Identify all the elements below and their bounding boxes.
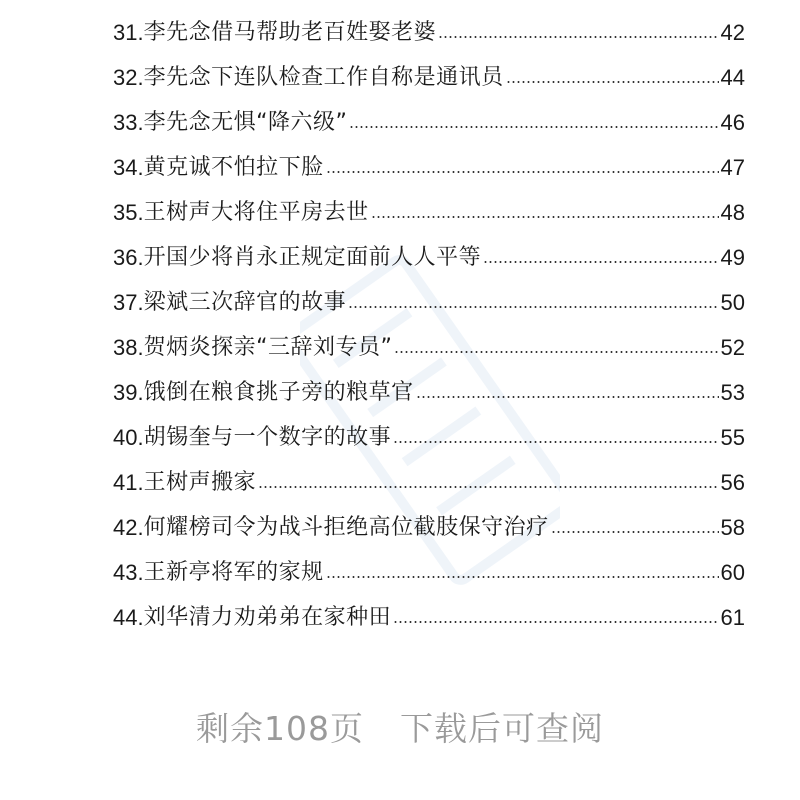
toc-entry-page: 61 <box>720 605 745 630</box>
dot-leader <box>393 441 718 443</box>
toc-entry-number: 39. <box>113 380 144 405</box>
toc-entry[interactable] <box>113 10 745 55</box>
download-to-view-label: 下载后可查阅 <box>400 709 604 748</box>
toc-entry-page: 56 <box>720 470 745 495</box>
toc-entry[interactable] <box>113 505 745 550</box>
toc-entry-title: 黄克诚不怕拉下脸 <box>143 155 324 180</box>
toc-entry-number: 33. <box>113 110 144 135</box>
table-of-contents <box>113 10 745 640</box>
toc-entry-title: 胡锡奎与一个数字的故事 <box>143 425 392 450</box>
toc-entry[interactable] <box>113 460 745 505</box>
toc-entry[interactable] <box>113 280 745 325</box>
toc-entry-title: 何耀榜司令为战斗拒绝高位截肢保守治疗 <box>143 515 549 540</box>
dot-leader <box>326 576 719 578</box>
dot-leader <box>371 216 719 218</box>
toc-entry-number: 43. <box>113 560 144 585</box>
dot-leader <box>393 621 718 623</box>
toc-entry-title: 王树声大将住平房去世 <box>143 200 369 225</box>
toc-entry-page: 60 <box>720 560 745 585</box>
toc-entry-number: 42. <box>113 515 144 540</box>
dot-leader <box>506 81 719 83</box>
dot-leader <box>326 171 719 173</box>
toc-entry-page: 52 <box>720 335 745 360</box>
dot-leader <box>551 531 719 533</box>
toc-entry-page: 42 <box>720 20 745 45</box>
toc-entry-title: 李先念借马帮助老百姓娶老婆 <box>143 20 437 45</box>
toc-entry[interactable] <box>113 325 745 370</box>
toc-entry-title: 饿倒在粮食挑子旁的粮草官 <box>143 380 414 405</box>
toc-entry-title: 李先念下连队检查工作自称是通讯员 <box>143 65 504 90</box>
toc-entry-page: 49 <box>720 245 745 270</box>
remaining-pages-label: 剩余108页 <box>196 709 364 748</box>
toc-entry-number: 35. <box>113 200 144 225</box>
download-prompt[interactable] <box>0 703 800 750</box>
toc-entry-title: 开国少将肖永正规定面前人人平等 <box>143 245 482 270</box>
toc-entry-title: 王新亭将军的家规 <box>143 560 324 585</box>
dot-leader <box>438 36 718 38</box>
toc-entry-number: 32. <box>113 65 144 90</box>
toc-entry-page: 50 <box>720 290 745 315</box>
toc-entry[interactable] <box>113 190 745 235</box>
toc-entry-page: 48 <box>720 200 745 225</box>
toc-entry[interactable] <box>113 100 745 145</box>
dot-leader <box>483 261 718 263</box>
dot-leader <box>348 306 718 308</box>
toc-entry[interactable] <box>113 370 745 415</box>
toc-entry-number: 37. <box>113 290 144 315</box>
toc-entry-page: 58 <box>720 515 745 540</box>
toc-entry-title: 贺炳炎探亲“三辞刘专员” <box>143 335 393 360</box>
toc-entry-number: 31. <box>113 20 144 45</box>
toc-entry-page: 46 <box>720 110 745 135</box>
toc-entry-number: 36. <box>113 245 144 270</box>
toc-entry-page: 53 <box>720 380 745 405</box>
dot-leader <box>416 396 719 398</box>
toc-entry[interactable] <box>113 235 745 280</box>
toc-entry-number: 38. <box>113 335 144 360</box>
dot-leader <box>258 486 718 488</box>
toc-entry-number: 40. <box>113 425 144 450</box>
toc-entry-page: 44 <box>720 65 745 90</box>
toc-entry-page: 55 <box>720 425 745 450</box>
toc-entry-title: 王树声搬家 <box>143 470 257 495</box>
toc-entry[interactable] <box>113 595 745 640</box>
dot-leader <box>394 351 718 353</box>
toc-entry[interactable] <box>113 55 745 100</box>
toc-entry-number: 44. <box>113 605 144 630</box>
toc-entry-number: 34. <box>113 155 144 180</box>
toc-entry-title: 李先念无惧“降六级” <box>143 110 348 135</box>
dot-leader <box>349 126 718 128</box>
toc-entry-page: 47 <box>720 155 745 180</box>
toc-entry[interactable] <box>113 550 745 595</box>
toc-entry-title: 梁斌三次辞官的故事 <box>143 290 347 315</box>
toc-entry[interactable] <box>113 415 745 460</box>
toc-entry[interactable] <box>113 145 745 190</box>
toc-entry-number: 41. <box>113 470 144 495</box>
toc-entry-title: 刘华清力劝弟弟在家种田 <box>143 605 392 630</box>
